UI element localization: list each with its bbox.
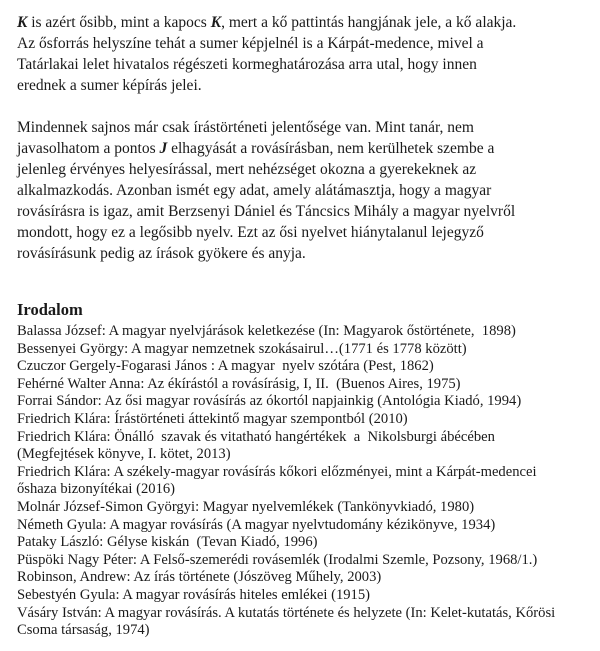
text-line: Tatárlakai lelet hivatalos régészeti kormeghatározása arra utal, hogy innen xyxy=(17,56,477,73)
bibliography-line: Friedrich Klára: A székely-magyar rovásírás kőkori előzményei, mint a Kárpát-medencei xyxy=(17,463,537,480)
bold-italic-letter-k: K xyxy=(210,14,222,31)
bibliography-line: Pataky László: Gélyse kiskán (Tevan Kiadó, 1996) xyxy=(17,534,318,551)
paragraph-1 xyxy=(17,12,596,96)
bibliography-line: (Megfejtések könyve, I. kötet, 2013) xyxy=(17,446,231,463)
text-segment: elhagyását a rovásírásban, nem kerülhetek szembe a xyxy=(167,140,495,157)
text-line: alkalmazkodás. Azonban ismét egy adat, amely alátámasztja, hogy a magyar xyxy=(17,182,492,199)
bibliography-line: Csoma társaság, 1974) xyxy=(17,622,150,639)
bibliography-line: Sebestyén Gyula: A magyar rovásírás hiteles emlékei (1915) xyxy=(17,586,370,603)
text-line: Mindennek sajnos már csak írástörténeti jelentősége van. Mint tanár, nem xyxy=(17,119,474,136)
paragraph-2 xyxy=(17,117,596,264)
text-line: erednek a sumer képírás jelei. xyxy=(17,77,202,94)
text-line: Az ősforrás helyszíne tehát a sumer képjelnél is a Kárpát-medence, mivel a xyxy=(17,35,484,52)
bibliography-line: Friedrich Klára: Önálló szavak és vitatható hangértékek a Nikolsburgi ábécében xyxy=(17,428,495,445)
bold-italic-letter-k: K xyxy=(17,14,28,31)
text-line: rovásírásunk pedig az írások gyökere és anyja. xyxy=(17,245,306,262)
text-segment: is azért ősibb, mint a kapocs xyxy=(27,14,211,31)
bibliography-line: Forrai Sándor: Az ősi magyar rovásírás az ókortól napjainkig (Antológia Kiadó, 1994) xyxy=(17,393,522,410)
text-line: jelenleg érvényes helyesírással, mert nehézséget okozna a gyerekeknek az xyxy=(17,161,477,178)
text-line: mondott, hogy ez a legősibb nyelv. Ezt az ősi nyelvet hiánytalanul lejegyző xyxy=(17,224,484,241)
bibliography-line: Balassa József: A magyar nyelvjárások keletkezése (In: Magyarok őstörténete, 1898) xyxy=(17,323,516,339)
bibliography-line: Friedrich Klára: Írástörténeti áttekintő magyar szempontból (2010) xyxy=(17,410,408,427)
bibliography-heading: Irodalom xyxy=(17,300,83,319)
bibliography-list xyxy=(17,323,596,640)
bibliography-line: Vásáry István: A magyar rovásírás. A kutatás története és helyzete (In: Kelet-kutatás, Kőrösi xyxy=(17,604,556,621)
bibliography-line: Czuczor Gergely-Fogarasi János : A magyar nyelv szótára (Pest, 1862) xyxy=(17,358,434,375)
bibliography-line: Püspöki Nagy Péter: A Felső-szemerédi rovásemlék (Irodalmi Szemle, Pozsony, 1968/1.) xyxy=(17,551,538,568)
text-line: rovásírásra is igaz, amit Berzsenyi Dániel és Táncsics Mihály a magyar nyelvről xyxy=(17,203,516,220)
bibliography-line: Molnár József-Simon Györgyi: Magyar nyelvemlékek (Tankönyvkiadó, 1980) xyxy=(17,498,475,515)
text-segment: javasolhatom a pontos xyxy=(17,140,160,157)
bibliography-line: őshaza bizonyítékai (2016) xyxy=(17,481,176,498)
text-segment: , mert a kő pattintás hangjának jele, a kő alakja. xyxy=(221,14,517,31)
bibliography-line: Bessenyei György: A magyar nemzetnek szokásairul…(1771 és 1778 között) xyxy=(17,340,467,357)
bibliography-line: Fehérné Walter Anna: Az ékírástól a rovásírásig, I, II. (Buenos Aires, 1975) xyxy=(17,375,461,392)
bibliography-line: Robinson, Andrew: Az írás története (Jószöveg Műhely, 2003) xyxy=(17,569,382,586)
bold-italic-letter-j: J xyxy=(159,140,168,157)
bibliography-line: Németh Gyula: A magyar rovásírás (A magyar nyelvtudomány kézikönyve, 1934) xyxy=(17,516,496,533)
text-line xyxy=(17,12,596,33)
text-line xyxy=(17,138,596,159)
